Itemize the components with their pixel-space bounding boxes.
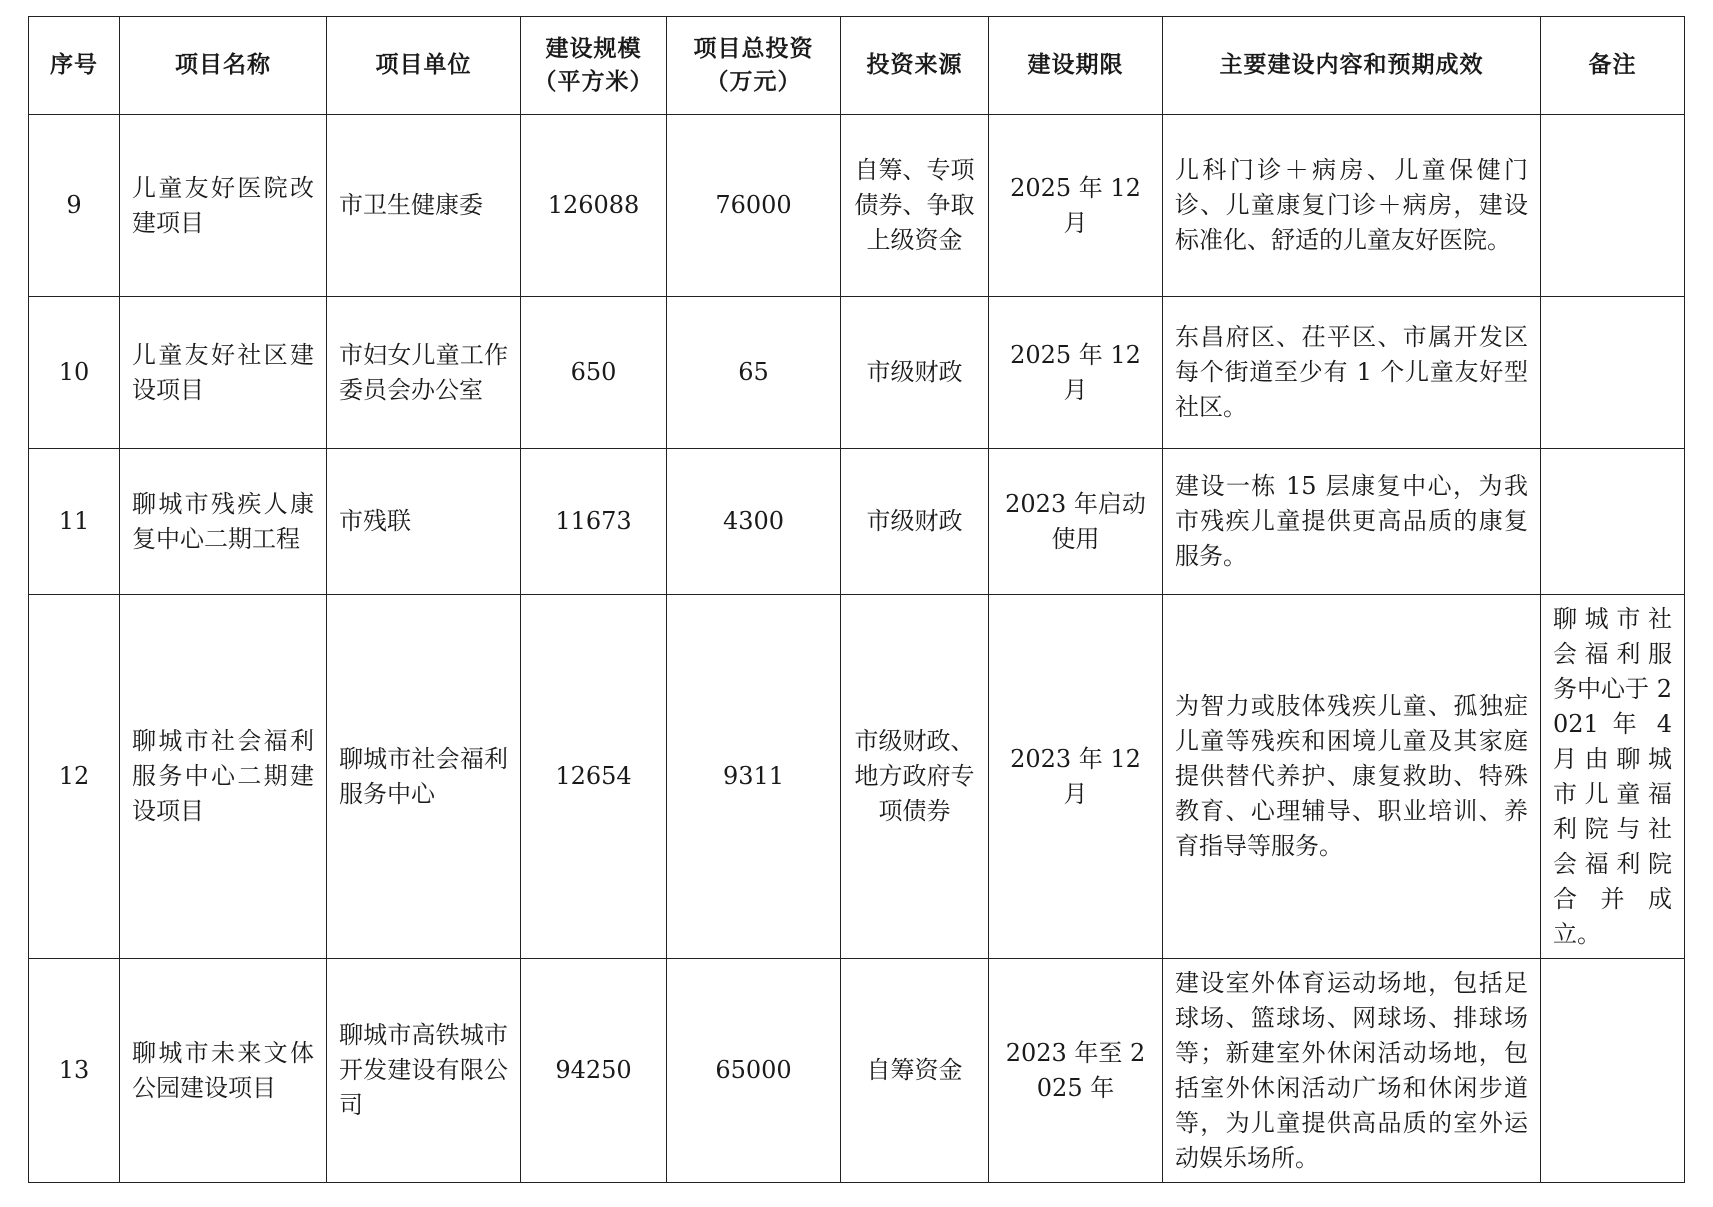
cell-content: 东昌府区、茌平区、市属开发区每个街道至少有 1 个儿童友好型社区。: [1163, 297, 1541, 449]
cell-investment: 4300: [667, 449, 841, 595]
cell-name: 儿童友好社区建设项目: [120, 297, 327, 449]
cell-seq: 9: [29, 115, 120, 297]
cell-content: 建设室外体育运动场地，包括足球场、篮球场、网球场、排球场等；新建室外休闲活动场地，包括室外休闲活动广场和休闲步道等，为儿童提供高品质的室外运动娱乐场所。: [1163, 959, 1541, 1183]
cell-name: 聊城市未来文体公园建设项目: [120, 959, 327, 1183]
document-page: [28, 16, 1684, 1182]
cell-remarks: [1541, 297, 1685, 449]
header-name: 项目名称: [120, 17, 327, 115]
cell-unit: 聊城市社会福利服务中心: [327, 595, 521, 959]
cell-unit: 市卫生健康委: [327, 115, 521, 297]
table-row: [29, 115, 1685, 297]
cell-scale: 650: [521, 297, 667, 449]
cell-period: 2025 年 12 月: [989, 297, 1163, 449]
cell-period: 2023 年至 2025 年: [989, 959, 1163, 1183]
cell-name: 聊城市残疾人康复中心二期工程: [120, 449, 327, 595]
header-scale: 建设规模（平方米）: [521, 17, 667, 115]
cell-scale: 94250: [521, 959, 667, 1183]
cell-unit: 市残联: [327, 449, 521, 595]
project-table: [28, 16, 1685, 1183]
cell-remarks: [1541, 449, 1685, 595]
cell-seq: 13: [29, 959, 120, 1183]
cell-source: 市级财政: [841, 449, 989, 595]
cell-unit: 聊城市高铁城市开发建设有限公司: [327, 959, 521, 1183]
header-content: 主要建设内容和预期成效: [1163, 17, 1541, 115]
table-row: [29, 595, 1685, 959]
cell-investment: 9311: [667, 595, 841, 959]
table-header-row: [29, 17, 1685, 115]
cell-period: 2023 年 12 月: [989, 595, 1163, 959]
cell-remarks: 聊城市社会福利服务中心于 2021 年 4 月由聊城市儿童福利院与社会福利院合并成立。: [1541, 595, 1685, 959]
cell-source: 市级财政: [841, 297, 989, 449]
cell-seq: 11: [29, 449, 120, 595]
cell-source: 自筹资金: [841, 959, 989, 1183]
cell-remarks: [1541, 115, 1685, 297]
cell-scale: 11673: [521, 449, 667, 595]
cell-content: 儿科门诊＋病房、儿童保健门诊、儿童康复门诊＋病房，建设标准化、舒适的儿童友好医院。: [1163, 115, 1541, 297]
header-seq: 序号: [29, 17, 120, 115]
header-remarks: 备注: [1541, 17, 1685, 115]
cell-investment: 65: [667, 297, 841, 449]
cell-content: 为智力或肢体残疾儿童、孤独症儿童等残疾和困境儿童及其家庭提供替代养护、康复救助、特殊教育、心理辅导、职业培训、养育指导等服务。: [1163, 595, 1541, 959]
cell-scale: 12654: [521, 595, 667, 959]
cell-seq: 12: [29, 595, 120, 959]
cell-scale: 126088: [521, 115, 667, 297]
cell-source: 自筹、专项债券、争取上级资金: [841, 115, 989, 297]
cell-source: 市级财政、地方政府专项债券: [841, 595, 989, 959]
cell-seq: 10: [29, 297, 120, 449]
cell-period: 2025 年 12 月: [989, 115, 1163, 297]
table-row: [29, 449, 1685, 595]
header-period: 建设期限: [989, 17, 1163, 115]
header-source: 投资来源: [841, 17, 989, 115]
cell-name: 儿童友好医院改建项目: [120, 115, 327, 297]
header-unit: 项目单位: [327, 17, 521, 115]
cell-period: 2023 年启动使用: [989, 449, 1163, 595]
cell-investment: 65000: [667, 959, 841, 1183]
table-row: [29, 959, 1685, 1183]
table-row: [29, 297, 1685, 449]
cell-unit: 市妇女儿童工作委员会办公室: [327, 297, 521, 449]
header-investment: 项目总投资（万元）: [667, 17, 841, 115]
cell-investment: 76000: [667, 115, 841, 297]
cell-remarks: [1541, 959, 1685, 1183]
cell-content: 建设一栋 15 层康复中心，为我市残疾儿童提供更高品质的康复服务。: [1163, 449, 1541, 595]
cell-name: 聊城市社会福利服务中心二期建设项目: [120, 595, 327, 959]
